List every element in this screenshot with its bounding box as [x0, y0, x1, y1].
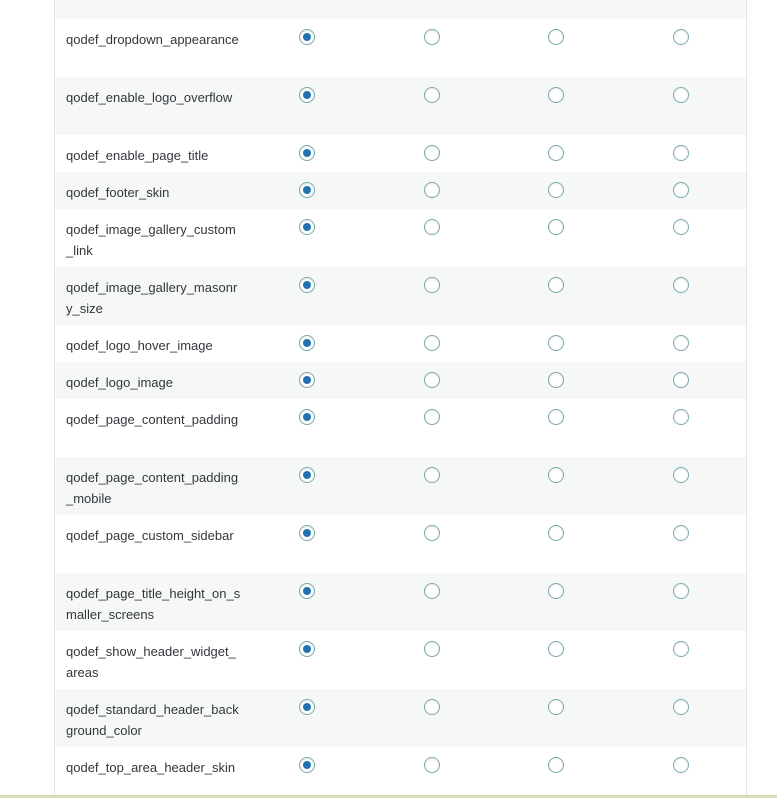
option-radio-3[interactable] [548, 145, 564, 161]
table-row [55, 457, 746, 515]
option-radio-4[interactable] [673, 87, 689, 103]
option-radio-4[interactable] [673, 467, 689, 483]
option-radio-3[interactable] [548, 409, 564, 425]
option-radio-1[interactable] [299, 467, 315, 483]
option-radio-3[interactable] [548, 277, 564, 293]
option-radio-3[interactable] [548, 699, 564, 715]
option-name: qodef_logo_hover_image [66, 338, 213, 353]
option-name: qodef_page_content_padding [66, 412, 239, 427]
table-row [55, 399, 746, 457]
option-name: qodef_dropdown_appearance [66, 32, 239, 47]
option-radio-2[interactable] [424, 583, 440, 599]
option-radio-4[interactable] [673, 699, 689, 715]
option-name: qodef_footer_skin [66, 185, 170, 200]
option-name: qodef_page_content_padding_mobile [66, 470, 239, 506]
option-radio-1[interactable] [299, 525, 315, 541]
table-row [55, 573, 746, 631]
table-row [55, 325, 746, 362]
option-radio-2[interactable] [424, 525, 440, 541]
option-name: qodef_show_header_widget_areas [66, 644, 236, 680]
option-radio-3[interactable] [548, 87, 564, 103]
option-radio-3[interactable] [548, 219, 564, 235]
option-radio-1[interactable] [299, 583, 315, 599]
option-radio-3[interactable] [548, 525, 564, 541]
option-radio-4[interactable] [673, 372, 689, 388]
option-radio-2[interactable] [424, 335, 440, 351]
option-radio-2[interactable] [424, 87, 440, 103]
option-radio-3[interactable] [548, 335, 564, 351]
option-radio-4[interactable] [673, 277, 689, 293]
option-name: qodef_enable_page_title [66, 148, 209, 163]
option-radio-1[interactable] [299, 277, 315, 293]
table-row [55, 19, 746, 77]
option-radio-2[interactable] [424, 409, 440, 425]
option-radio-2[interactable] [424, 467, 440, 483]
option-radio-4[interactable] [673, 219, 689, 235]
option-radio-2[interactable] [424, 277, 440, 293]
options-table-rows [55, 0, 746, 798]
table-row [55, 172, 746, 209]
option-radio-2[interactable] [424, 219, 440, 235]
option-radio-1[interactable] [299, 699, 315, 715]
option-radio-4[interactable] [673, 757, 689, 773]
table-row [55, 689, 746, 747]
table-row [55, 631, 746, 689]
table-row [55, 747, 746, 798]
option-name: qodef_enable_logo_overflow [66, 90, 233, 105]
option-radio-4[interactable] [673, 182, 689, 198]
option-radio-2[interactable] [424, 641, 440, 657]
option-name: qodef_image_gallery_masonry_size [66, 280, 238, 316]
table-row [55, 0, 746, 19]
table-row [55, 515, 746, 573]
option-radio-1[interactable] [299, 145, 315, 161]
option-radio-1[interactable] [299, 641, 315, 657]
option-name: qodef_page_custom_sidebar [66, 528, 234, 543]
option-radio-4[interactable] [673, 641, 689, 657]
option-radio-2[interactable] [424, 29, 440, 45]
table-row [55, 77, 746, 135]
option-radio-3[interactable] [548, 641, 564, 657]
option-radio-4[interactable] [673, 583, 689, 599]
option-name: qodef_logo_image [66, 375, 173, 390]
option-radio-2[interactable] [424, 145, 440, 161]
option-radio-3[interactable] [548, 467, 564, 483]
option-radio-3[interactable] [548, 182, 564, 198]
option-radio-3[interactable] [548, 757, 564, 773]
option-radio-2[interactable] [424, 699, 440, 715]
option-radio-3[interactable] [548, 29, 564, 45]
option-radio-1[interactable] [299, 409, 315, 425]
option-radio-2[interactable] [424, 372, 440, 388]
options-table [54, 0, 747, 798]
option-radio-3[interactable] [548, 583, 564, 599]
option-radio-1[interactable] [299, 335, 315, 351]
option-radio-1[interactable] [299, 182, 315, 198]
option-name: qodef_top_area_header_skin [66, 760, 236, 775]
option-name: qodef_page_title_height_on_smaller_screens [66, 586, 241, 622]
table-row [55, 362, 746, 399]
option-name: qodef_image_gallery_custom_link [66, 222, 236, 258]
option-radio-1[interactable] [299, 87, 315, 103]
option-radio-4[interactable] [673, 409, 689, 425]
option-radio-1[interactable] [299, 757, 315, 773]
option-radio-1[interactable] [299, 372, 315, 388]
option-radio-4[interactable] [673, 335, 689, 351]
table-row [55, 267, 746, 325]
option-radio-3[interactable] [548, 372, 564, 388]
option-radio-2[interactable] [424, 182, 440, 198]
option-radio-4[interactable] [673, 145, 689, 161]
option-radio-1[interactable] [299, 29, 315, 45]
table-row [55, 135, 746, 172]
option-name: qodef_standard_header_background_color [66, 702, 239, 738]
option-radio-1[interactable] [299, 219, 315, 235]
option-radio-2[interactable] [424, 757, 440, 773]
option-radio-4[interactable] [673, 525, 689, 541]
table-row [55, 209, 746, 267]
option-radio-4[interactable] [673, 29, 689, 45]
